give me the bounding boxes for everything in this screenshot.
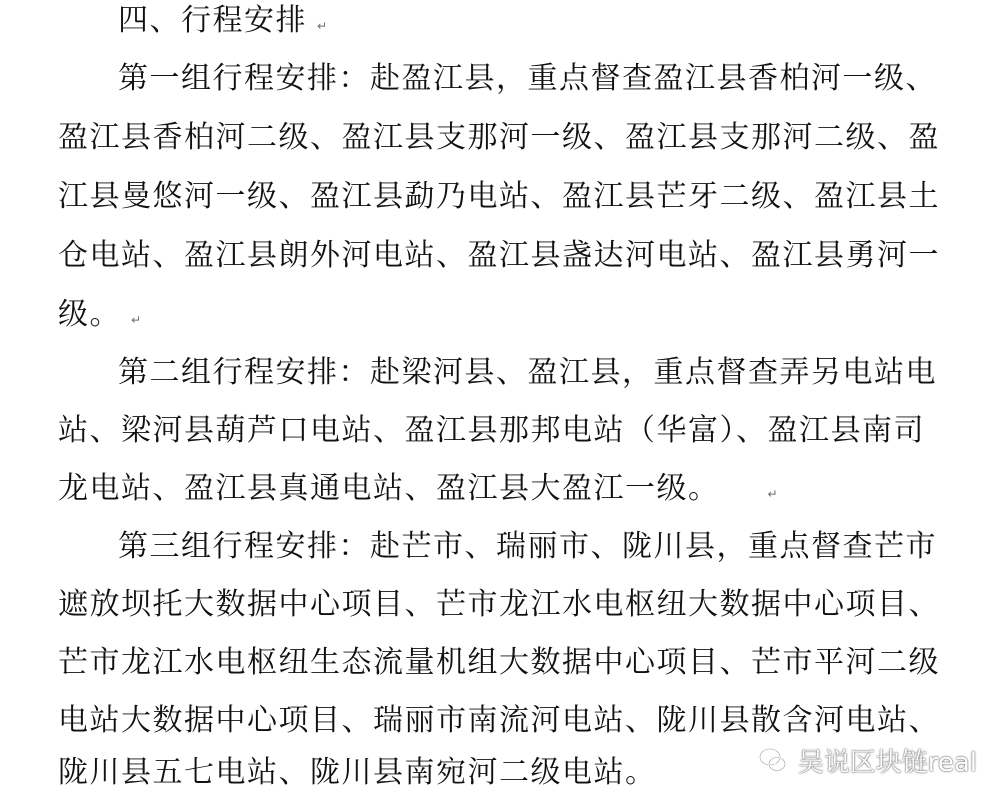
- watermark: [758, 740, 977, 780]
- group1-line-1: 第一组行程安排：赴盈江县，重点督查盈江县香柏河一级、: [118, 61, 937, 96]
- group3-line-1: 第三组行程安排：赴芒市、瑞丽市、陇川县，重点督查芒市: [118, 529, 937, 564]
- group1-line-3: 江县曼悠河一级、盈江县勐乃电站、盈江县芒牙二级、盈江县土: [58, 179, 940, 214]
- group3-line-2: 遮放坝托大数据中心项目、芒市龙江水电枢纽大数据中心项目、: [58, 587, 940, 622]
- group3-line-4: 电站大数据中心项目、瑞丽市南流河电站、陇川县散含河电站、: [58, 703, 940, 738]
- paragraph-mark: ↵: [317, 19, 329, 33]
- group3-line-5: 陇川县五七电站、陇川县南宛河二级电站。: [58, 755, 657, 790]
- group1-line-5: 级。 ↵: [58, 297, 143, 332]
- wechat-icon: [758, 745, 788, 775]
- group1-line-4: 仓电站、盈江县朗外河电站、盈江县盏达河电站、盈江县勇河一: [58, 238, 940, 273]
- watermark-text: 吴说区块链real: [797, 747, 977, 778]
- group3-line-3: 芒市龙江水电枢纽生态流量机组大数据中心项目、芒市平河二级: [58, 645, 940, 680]
- group2-line-1: 第二组行程安排：赴梁河县、盈江县，重点督查弄另电站电: [118, 355, 937, 390]
- paragraph-mark: ↵: [767, 487, 780, 501]
- group1-line-2: 盈江县香柏河二级、盈江县支那河一级、盈江县支那河二级、盈: [58, 120, 940, 155]
- paragraph-mark: ↵: [131, 313, 143, 327]
- section-heading: 四、行程安排 ↵: [118, 3, 329, 38]
- group2-line-2: 站、梁河县葫芦口电站、盈江县那邦电站（华富）、盈江县南司: [58, 413, 925, 448]
- group2-line-3: 龙电站、盈江县真通电站、盈江县大盈江一级。 ↵: [58, 471, 780, 506]
